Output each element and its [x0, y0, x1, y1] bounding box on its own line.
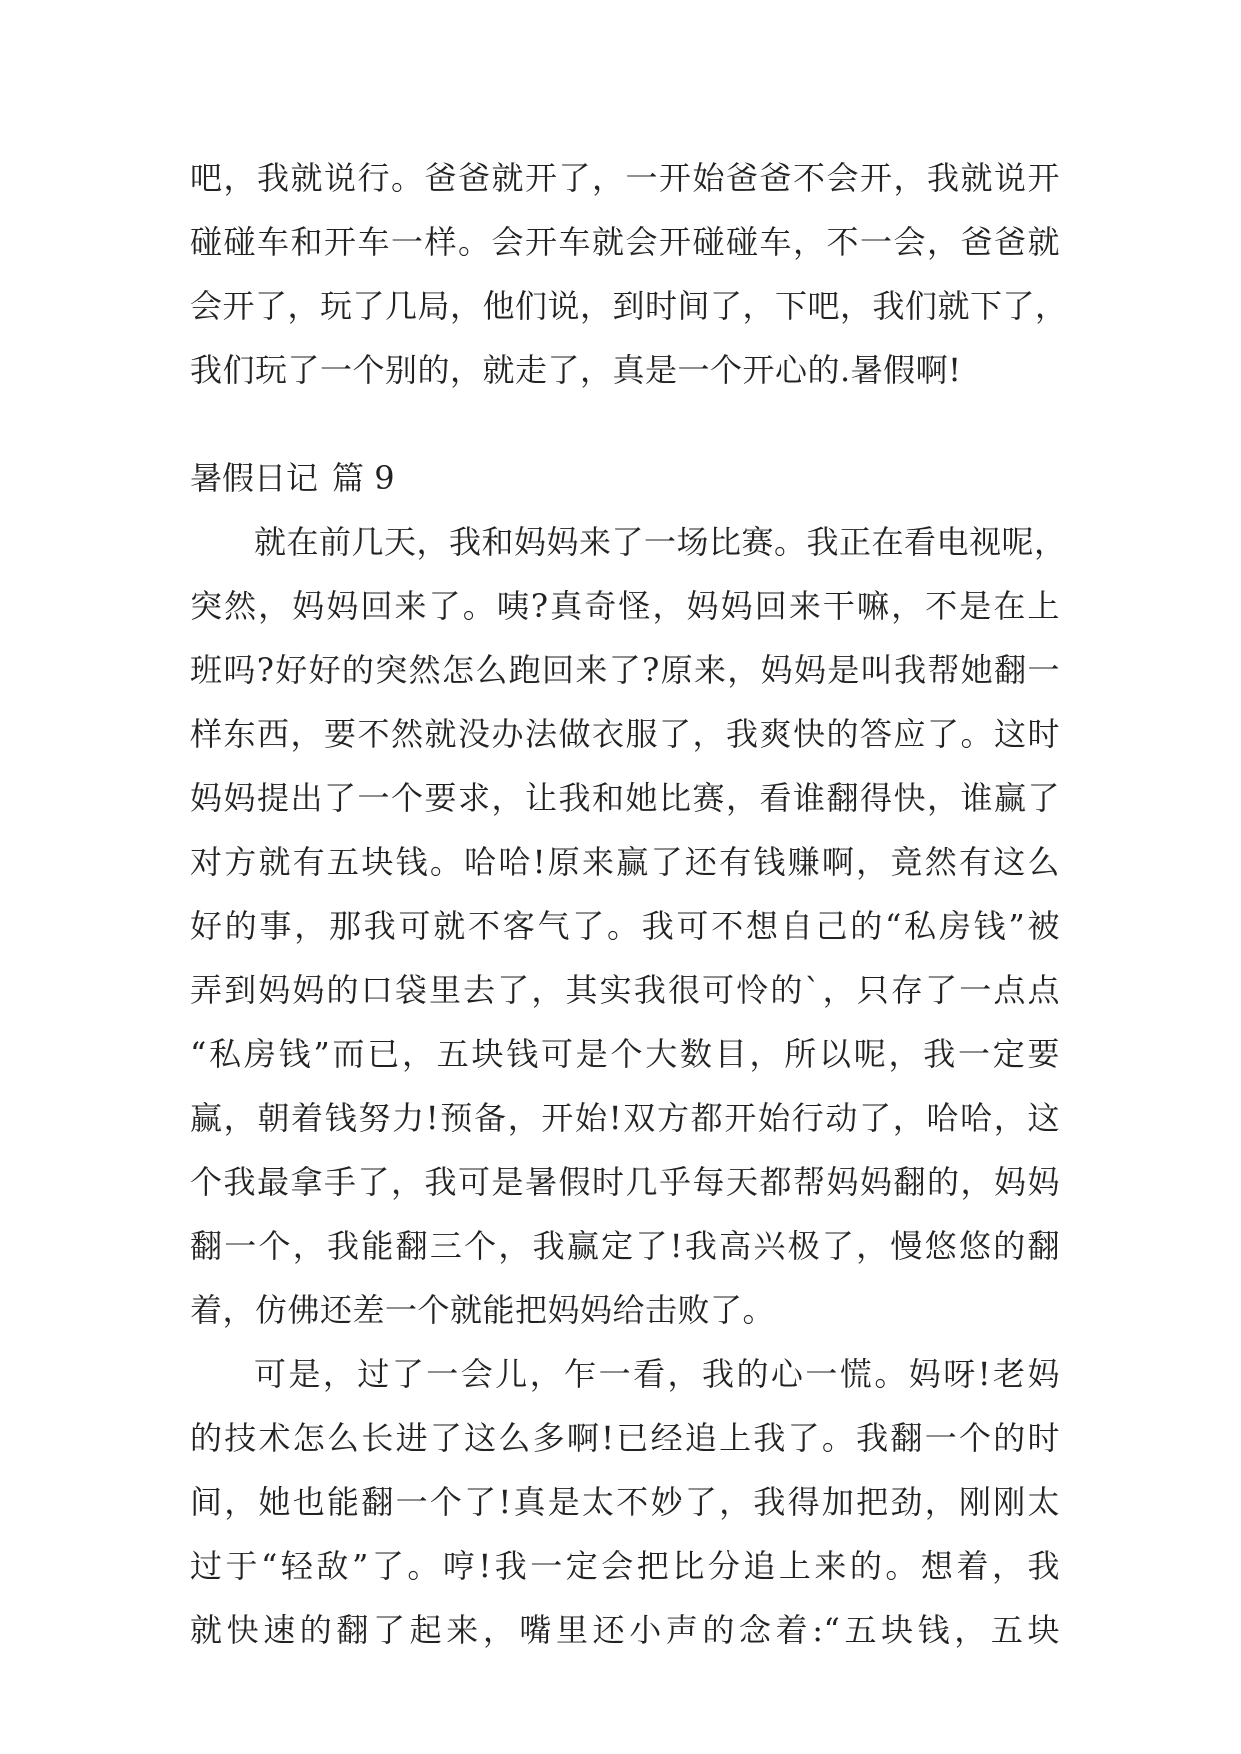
text-line: “私房钱”而已，五块钱可是个大数目，所以呢，我一定要	[190, 1035, 1060, 1073]
top-paragraph	[190, 146, 1068, 402]
paragraph-1	[190, 510, 1067, 1342]
text-line: 就在前几天，我和妈妈来了一场比赛。我正在看电视呢，	[254, 523, 1067, 561]
text-line: 可是，过了一会儿，乍一看，我的心一慌。妈呀!老妈	[254, 1355, 1060, 1393]
text-line: 班吗?好好的突然怎么跑回来了?原来，妈妈是叫我帮她翻一	[190, 651, 1060, 689]
text-line: 过于“轻敌”了。哼!我一定会把比分追上来的。想着，我	[190, 1547, 1060, 1585]
text-line: 样东西，要不然就没办法做衣服了，我爽快的答应了。这时	[190, 715, 1060, 753]
text-line: 我们玩了一个别的，就走了，真是一个开心的.暑假啊!	[190, 351, 962, 389]
text-line: 弄到妈妈的口袋里去了，其实我很可怜的`，只存了一点点	[190, 971, 1060, 1009]
text-line: 好的事，那我可就不客气了。我可不想自己的“私房钱”被	[190, 907, 1060, 945]
text-line: 的技术怎么长进了这么多啊!已经追上我了。我翻一个的时	[190, 1419, 1060, 1457]
text-line: 着，仿佛还差一个就能把妈妈给击败了。	[190, 1291, 776, 1329]
section-heading	[190, 446, 395, 510]
text-line: 对方就有五块钱。哈哈!原来赢了还有钱赚啊，竟然有这么	[190, 843, 1060, 881]
text-line: 间，她也能翻一个了!真是太不妙了，我得加把劲，刚刚太	[190, 1483, 1060, 1521]
text-line: 碰碰车和开车一样。会开车就会开碰碰车，不一会，爸爸就	[190, 223, 1060, 261]
text-line: 就快速的翻了起来，嘴里还小声的念着:“五块钱，五块	[190, 1611, 1060, 1649]
text-line: 妈妈提出了一个要求，让我和她比赛，看谁翻得快，谁赢了	[190, 779, 1060, 817]
text-line: 翻一个，我能翻三个，我赢定了!我高兴极了，慢悠悠的翻	[190, 1227, 1060, 1265]
heading-title: 暑假日记	[190, 459, 319, 497]
text-line: 赢，朝着钱努力!预备，开始!双方都开始行动了，哈哈，这	[190, 1099, 1060, 1137]
paragraph-2	[190, 1342, 1060, 1662]
text-line: 个我最拿手了，我可是暑假时几乎每天都帮妈妈翻的，妈妈	[190, 1163, 1060, 1201]
heading-number: 篇 9	[332, 459, 395, 497]
text-line: 突然，妈妈回来了。咦?真奇怪，妈妈回来干嘛，不是在上	[190, 587, 1060, 625]
text-line: 会开了，玩了几局，他们说，到时间了，下吧，我们就下了，	[190, 287, 1068, 325]
text-line: 吧，我就说行。爸爸就开了，一开始爸爸不会开，我就说开	[190, 159, 1060, 197]
